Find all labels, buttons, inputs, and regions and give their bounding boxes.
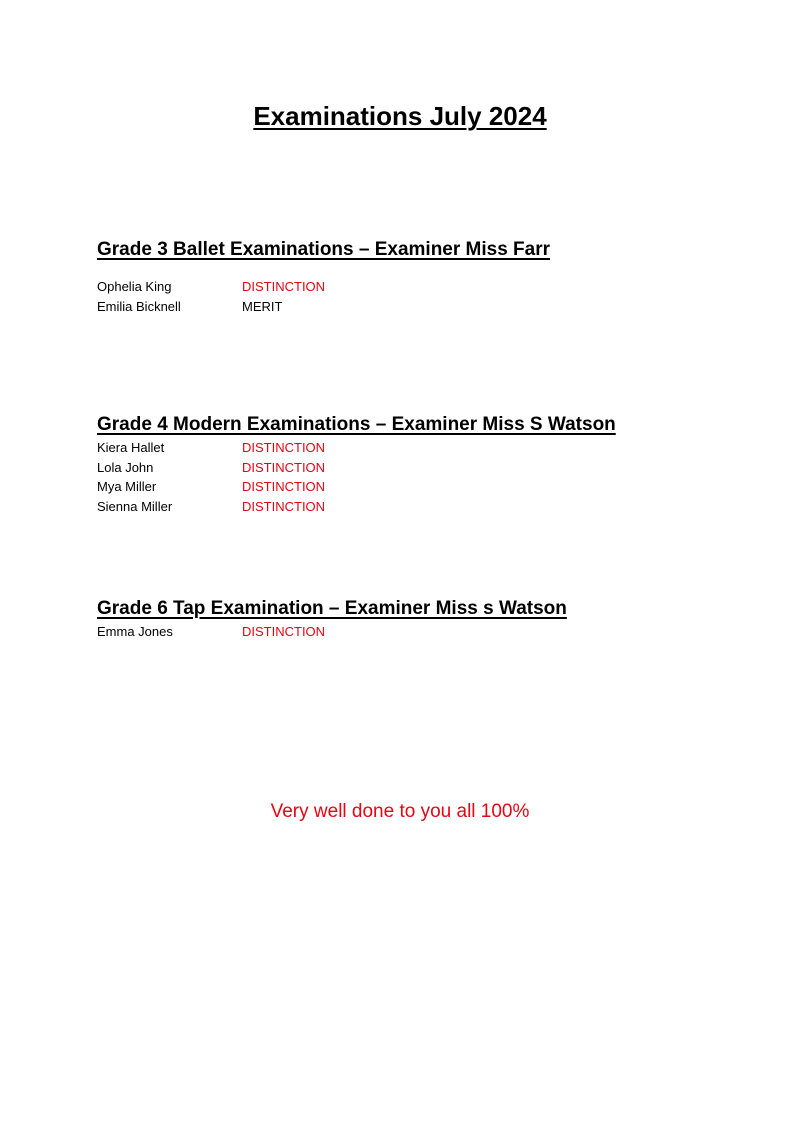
result-row [97,277,737,297]
student-name: Kiera Hallet [97,440,165,455]
section-heading: Grade 3 Ballet Examinations – Examiner Miss Farr [97,239,551,260]
grade-result: DISTINCTION [242,440,326,455]
student-name: Ophelia King [97,279,172,294]
student-name: Lola John [97,459,154,475]
page-title [0,96,800,136]
student-name: Emilia Bicknell [97,298,181,314]
section-grade-4-modern [97,412,737,516]
student-name: Mya Miller [97,479,157,494]
result-row [97,297,737,317]
results-list [97,277,737,316]
grade-result: DISTINCTION [242,459,326,475]
student-name: Emma Jones [97,624,173,639]
result-row [97,477,737,497]
student-name: Sienna Miller [97,498,173,514]
grade-result: MERIT [242,298,283,314]
result-row [97,438,737,458]
section-grade-3-ballet [97,237,737,316]
grade-result: DISTINCTION [242,498,326,514]
result-row [97,622,737,642]
grade-result: DISTINCTION [242,479,326,494]
grade-result: DISTINCTION [242,624,326,639]
result-row [97,497,737,517]
closing-message: Very well done to you all 100% [270,801,530,822]
page-title-text: Examinations July 2024 [253,101,547,131]
results-list [97,438,737,516]
section-heading: Grade 6 Tap Examination – Examiner Miss s Watson [97,598,567,619]
grade-result: DISTINCTION [242,279,326,294]
section-heading: Grade 4 Modern Examinations – Examiner Miss S Watson [97,414,616,435]
result-row [97,458,737,478]
section-grade-6-tap [97,596,737,642]
results-list [97,622,737,642]
